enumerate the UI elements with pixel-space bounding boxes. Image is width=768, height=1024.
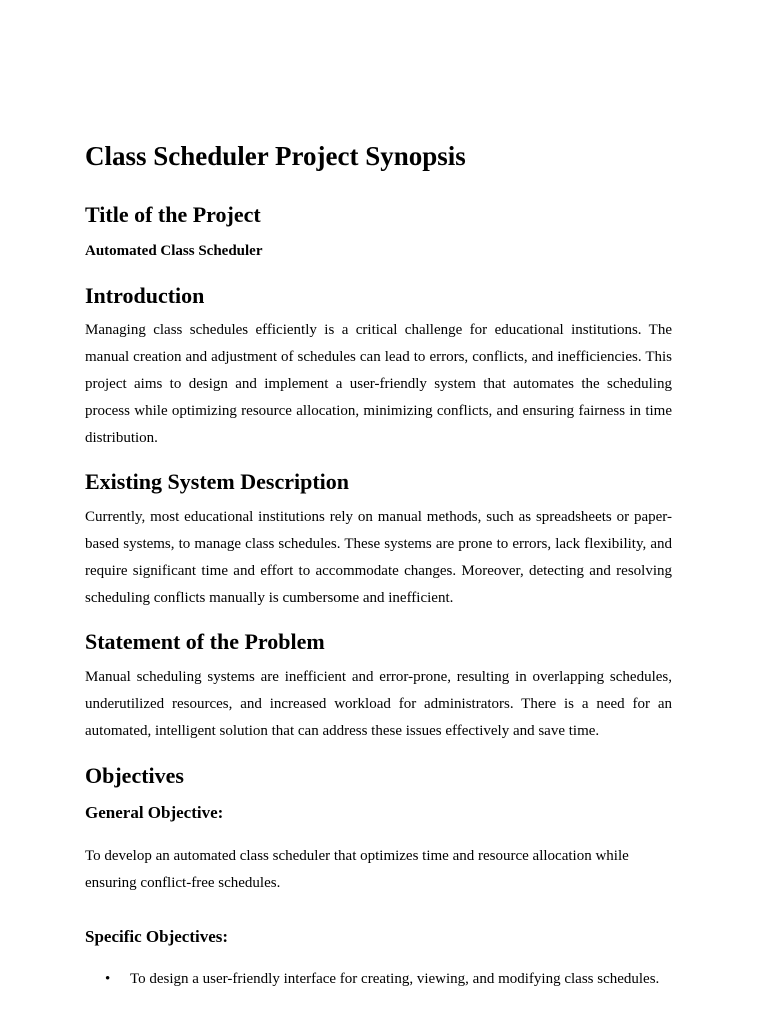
bullet-icon: • [105, 971, 111, 987]
existing-system-paragraph: Currently, most educational institutions rely on manual methods, such as spreadsheets or paper-based systems, to manage class schedules. These systems are prone to errors, lack flexibility, and require significant time and effort to accommodate changes. Moreover, detecting and resolving scheduling conflicts manually is cumbersome and inefficient. [85, 509, 672, 606]
list-item [85, 966, 685, 992]
section-heading-existing-system: Existing System Description [85, 469, 349, 494]
general-objective-paragraph: To develop an automated class scheduler that optimizes time and resource allocation while ensuring conflict-free schedules. [85, 848, 629, 891]
section-heading-introduction: Introduction [85, 283, 205, 308]
section-heading-title-of-project: Title of the Project [85, 202, 261, 227]
introduction-paragraph: Managing class schedules efficiently is a critical challenge for educational institutions. The manual creation and adjustment of schedules can lead to errors, conflicts, and inefficiencies. This project aims to design and implement a user-friendly system that automates the scheduling process while optimizing resource allocation, minimizing conflicts, and ensuring fairness in time distribution. [85, 322, 672, 446]
section-heading-problem-statement: Statement of the Problem [85, 629, 325, 654]
specific-objectives-heading: Specific Objectives: [85, 927, 229, 946]
list-item-text: To design a user-friendly interface for creating, viewing, and modifying class schedules. [130, 971, 660, 987]
general-objective-heading: General Objective: [85, 803, 224, 822]
document-title: Class Scheduler Project Synopsis [85, 141, 466, 171]
project-title-value: Automated Class Scheduler [85, 243, 263, 259]
problem-statement-paragraph: Manual scheduling systems are inefficient and error-prone, resulting in overlapping schedules, underutilized resources, and increased workload for administrators. There is a need for an automated, intelligent solution that can address these issues effectively and save time. [85, 669, 672, 739]
section-heading-objectives: Objectives [85, 763, 184, 788]
specific-objectives-list [85, 966, 685, 992]
